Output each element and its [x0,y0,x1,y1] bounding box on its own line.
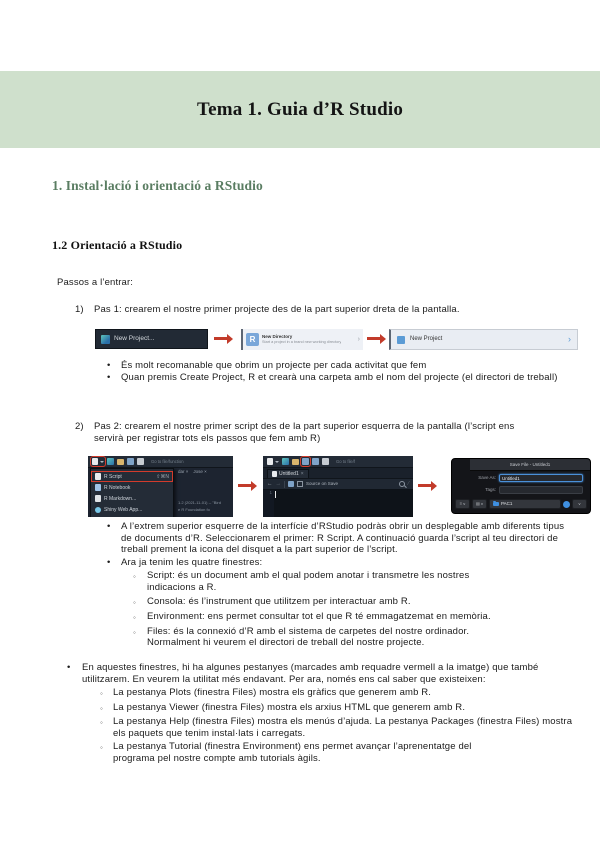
tab-fragment: dar × [178,469,189,474]
print-icon [137,458,144,465]
save-dialog-title: Save File - Untitled1 [470,459,590,471]
circle-bullet-icon: ◦ [133,572,136,581]
sub-bullet-item [100,741,578,764]
wand-icon: ⁄ [408,481,409,487]
bullet-icon: • [67,662,71,673]
circle-bullet-icon: ◦ [100,743,103,752]
project-cube-icon [101,335,110,344]
folder-icon [493,502,499,506]
circle-bullet-icon: ◦ [100,718,103,727]
sub-bullet-text: Consola: és l’instrument que utilitzem per interactuar amb R. [147,595,411,607]
step-2-bullets [107,521,578,649]
title-banner [0,71,600,148]
view-button: ▤ v [472,499,487,509]
menu-item-r-notebook [91,482,173,493]
menu-shortcut: ⇧⌘N [156,473,169,480]
new-directory-option [241,329,363,350]
new-project-button [95,329,208,349]
sub-bullet-item [100,687,578,700]
bullet-item [67,662,578,685]
sub-bullet-text: La pestanya Tutorial (finestra Environment) ens permet avançar l’aprenentatge del programa pel nostre compte amb tutorials àgils. [113,741,472,764]
save-dialog-screenshot [451,458,591,514]
step-1-number: 1) [75,304,84,315]
menu-item-label: R Notebook [104,484,131,491]
sub-bullet-item [100,716,578,739]
bullet-text: Ara ja tenim les quatre finestres: [121,556,263,568]
sub-bullet-text: La pestanya Viewer (finestra Files) mostra els arxius HTML que generem amb R. [113,701,466,713]
bullet-item [107,360,578,372]
new-directory-text [262,334,341,345]
sub-bullet-text: Files: és la connexió d’R amb el sistema de carpetes del nostre ordinador. Normalment hi veurem el directori de treball del nostre projecte. [147,625,470,648]
divider [284,481,285,488]
view-button: ≡ v [455,499,470,509]
menu-item-r-script [91,471,173,482]
open-folder-icon [292,459,299,465]
bullet-text: És molt recomanable que obrim un projecte per cada activitat que fem [121,360,427,371]
step-1-bullets [107,360,578,383]
step-2-number: 2) [75,421,84,432]
menu-item-label: R Script [104,473,122,480]
folder-selector [489,499,561,509]
print-icon [322,458,329,465]
red-arrow-icon [238,484,251,487]
circle-bullet-icon: ◦ [100,703,103,713]
close-icon: × [300,471,304,477]
folder-name: PAC1 [501,501,513,506]
sub-bullet-text: La pestanya Help (finestra Files) mostra els menús d’ajuda. La pestanya Packages (finestra Files) mostra els paquets que tenim instal·lats i carregats. [113,716,573,739]
bullet-icon: • [107,556,111,568]
sub-bullet-item [133,611,578,624]
source-toolbar [263,479,413,490]
r-script-icon [272,471,277,477]
project-cube-icon [282,458,289,465]
search-icon [563,501,570,508]
bullet-item [107,372,578,384]
sub-bullet-text: Script: és un document amb el qual podem anotar i transmetre les nostres indicacions a R. [147,570,470,593]
chevron-right-icon: › [357,335,360,343]
editor-tab-label: Untitled1 [279,471,299,477]
r-project-icon: R [246,333,259,346]
goto-file-hint: Go to file/f [336,458,356,464]
save-as-label: Save As: [478,475,496,480]
new-project-row-label: New Project [410,335,443,342]
step-1 [75,304,580,316]
console-line: 1.2 (2021-11-01) -- "Bird [178,500,221,505]
intro-text: Passos a l’entrar: [57,277,134,288]
tags-input [499,486,583,494]
bullet-text: En aquestes finestres, hi ha algunes pestanyes (marcades amb requadre vermell a la imatge) que també utilitzarem. En veurem la utilitat més endavant. Per ara, només ens cal saber que existeixen: [82,662,539,685]
bullet-icon: • [107,360,111,371]
rstudio-toolbar [88,456,233,468]
section-heading: 1. Instal·lació i orientació a RStudio [52,178,263,193]
step-2 [75,421,580,444]
r-script-icon [95,473,101,480]
line-number: 1 [263,490,274,517]
sub-bullet-item [100,702,578,715]
r-markdown-icon [95,495,101,502]
shiny-icon [95,507,101,513]
tabs-sublist [100,687,578,764]
menu-item-label: Shiny Web App... [104,506,143,513]
circle-bullet-icon: ◦ [133,627,136,637]
tab-fragment: Jose × [193,469,207,474]
rstudio-toolbar [263,456,413,468]
console-fragments [178,500,221,513]
subsection-heading: 1.2 Orientació a RStudio [52,238,183,252]
code-editor-area [263,490,413,517]
console-line: e R Foundation fo [178,506,210,512]
tags-row [452,486,583,494]
bullet-item [107,521,578,556]
bullet-text: A l’extrem superior esquerre de la interfície d’RStudio podràs obrir un desplegable amb diferents tipus de documents d’R. Seleccionarem el primer: R Script. A continuació guarda l’script al teu directori de treball prement la icona del disquet a la part superior de l’script. [121,521,565,555]
new-file-icon [92,458,104,465]
tags-label: Tags: [485,487,496,492]
step-2-text: Pas 2: crearem el nostre primer script des de la part superior esquerra de la pantalla (l’script ens servirà per registrar tots els passos que fem amb R) [94,421,515,444]
new-project-row [389,329,578,350]
sub-bullet-text: La pestanya Plots (finestra Files) mostra els gràfics que generem amb R. [113,687,432,698]
sub-bullet-item [133,626,578,649]
new-project-button-label: New Project... [114,335,155,343]
menu-item-shiny-web-app [91,504,173,515]
sub-bullet-item [133,596,578,609]
rstudio-editor-screenshot [263,456,413,517]
new-file-menu [90,468,174,517]
save-all-icon [312,458,319,465]
magnifier-icon [399,481,405,487]
menu-item-label: R Markdown... [104,495,137,502]
forward-arrow-icon: → [275,481,281,487]
new-directory-subtitle: Start a project in a brand new working directory [262,340,342,344]
new-file-icon [267,458,279,465]
editor-tab-row [263,468,413,479]
goto-file-hint: Go to file/function [151,458,184,464]
editor-tab-fragments [178,469,207,475]
red-arrow-icon [214,337,227,340]
page-title: Tema 1. Guia d’R Studio [196,98,404,120]
caret-button: v [572,499,587,509]
circle-bullet-icon: ◦ [133,612,136,622]
bullet-item [107,557,578,569]
open-folder-icon [117,459,124,465]
source-on-save-label: Source on Save [306,481,339,486]
circle-bullet-icon: ◦ [133,597,136,607]
text-cursor [275,491,276,498]
save-icon [302,458,309,465]
r-notebook-icon [95,484,101,491]
project-cube-icon [107,458,114,465]
rstudio-newfile-screenshot [88,456,233,517]
tabs-note [67,662,578,764]
save-dialog-bottom-bar [455,499,587,509]
sub-bullet-item [133,570,578,593]
chevron-right-icon: › [568,333,571,344]
windows-sublist [133,570,578,649]
source-on-save-checkbox [297,481,303,487]
editor-tab-untitled1 [267,469,309,478]
save-icon [127,458,134,465]
bullet-text: Quan premis Create Project, R et crearà una carpeta amb el nom del projecte (el directori de treball) [121,371,558,383]
step-1-text: Pas 1: crearem el nostre primer projecte des de la part superior dreta de la pantalla. [94,304,460,315]
red-arrow-icon [367,337,380,340]
filename-input: Untitled1 [499,474,583,482]
new-directory-title: New Directory [262,334,293,339]
bullet-icon: • [107,521,111,532]
save-as-row [452,474,583,482]
menu-item-r-markdown [91,493,173,504]
red-arrow-icon [418,484,431,487]
save-icon [288,481,294,487]
sub-bullet-text: Environment: ens permet consultar tot el que R té emmagatzemat en memòria. [147,610,491,622]
bullet-icon: • [107,371,111,383]
project-doc-icon [397,336,405,344]
back-arrow-icon: ← [267,481,273,487]
circle-bullet-icon: ◦ [100,689,103,698]
